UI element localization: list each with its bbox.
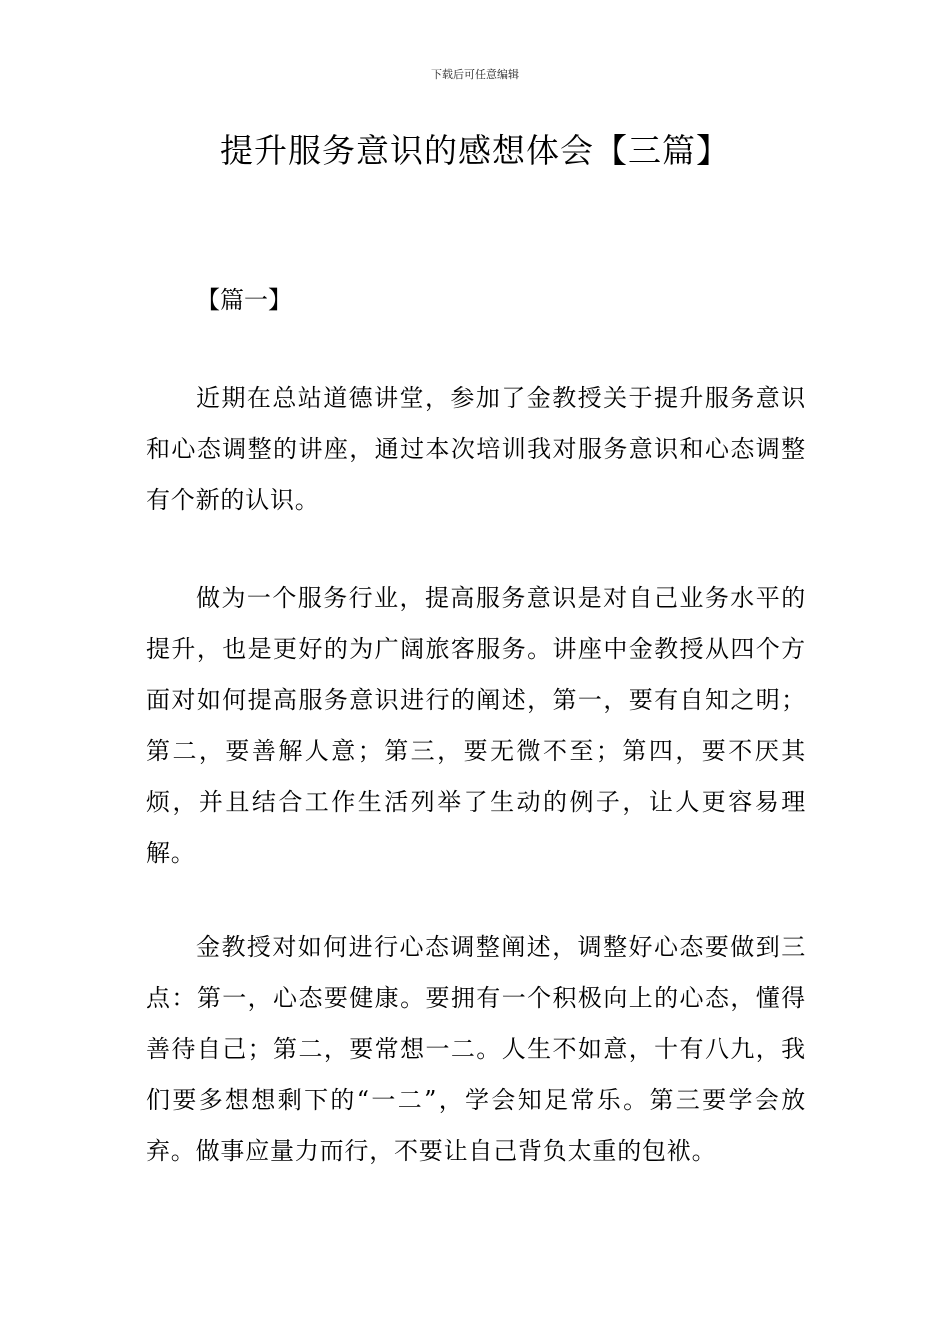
section-label: 【篇一】 bbox=[196, 286, 292, 314]
paragraph: 金教授对如何进行心态调整阐述，调整好心态要做到三点：第一，心态要健康。要拥有一个积极向上的心态，懂得善待自己；第二，要常想一二。人生不如意，十有八九，我们要多想想剩下的“一二”，学会知足常乐。第三要学会放弃。做事应量力而行，不要让自己背负太重的包袱。 bbox=[146, 933, 806, 1165]
paragraph: 做为一个服务行业，提高服务意识是对自己业务水平的提升，也是更好的为广阔旅客服务。讲座中金教授从四个方面对如何提高服务意识进行的阐述，第一，要有自知之明；第二，要善解人意；第三，要无微不至；第四，要不厌其烦，并且结合工作生活列举了生动的例子，让人更容易理解。 bbox=[146, 584, 806, 867]
document-title: 提升服务意识的感想体会【三篇】 bbox=[220, 131, 730, 170]
header-note: 下载后可任意编辑 bbox=[431, 68, 519, 81]
paragraph: 近期在总站道德讲堂，参加了金教授关于提升服务意识和心态调整的讲座，通过本次培训我对服务意识和心态调整有个新的认识。 bbox=[146, 384, 806, 514]
